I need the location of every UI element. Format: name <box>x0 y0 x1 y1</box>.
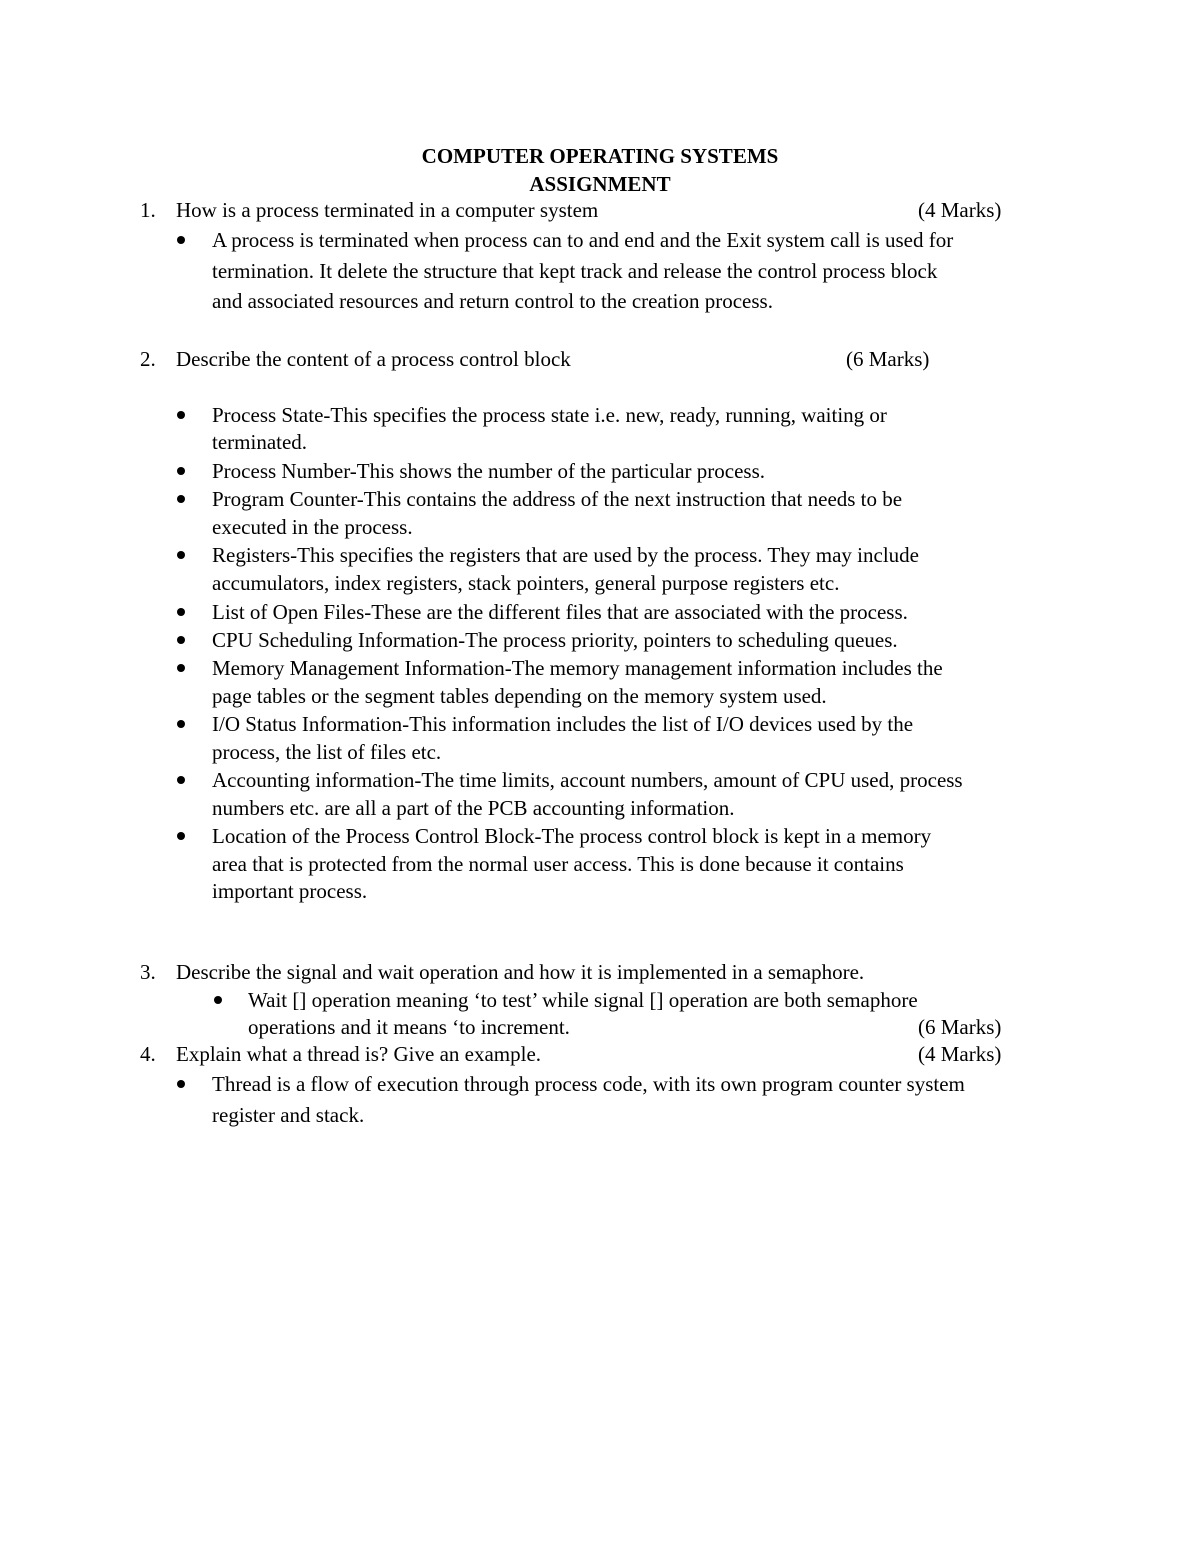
list-item-line: Memory Management Information-The memory management information includes the <box>212 656 943 680</box>
question-text: Describe the content of a process control block <box>176 347 571 371</box>
list-item-line: I/O Status Information-This information includes the list of I/O devices used by the <box>212 712 914 736</box>
answer-line: A process is terminated when process can to and end and the Exit system call is used for <box>212 228 954 252</box>
bullet-icon <box>177 636 185 644</box>
list-item-line: executed in the process. <box>212 515 413 539</box>
list-item-line: accumulators, index registers, stack pointers, general purpose registers etc. <box>212 571 840 595</box>
list-item-line: Process State-This specifies the process state i.e. new, ready, running, waiting or <box>212 403 887 427</box>
question-number: 3. <box>140 960 156 984</box>
list-item-line: page tables or the segment tables depending on the memory system used. <box>212 684 827 708</box>
question-number: 2. <box>140 347 156 371</box>
question-text: How is a process terminated in a computer system <box>176 198 599 222</box>
list-item-line: terminated. <box>212 430 308 454</box>
list-item-line: Accounting information-The time limits, account numbers, amount of CPU used, process <box>212 768 963 792</box>
list-item-line: CPU Scheduling Information-The process priority, pointers to scheduling queues. <box>212 628 898 652</box>
document-subtitle: ASSIGNMENT <box>529 172 671 196</box>
bullet-icon <box>177 720 185 728</box>
bullet-icon <box>177 236 185 244</box>
question-marks: (4 Marks) <box>918 198 1002 222</box>
question-number: 4. <box>140 1042 156 1066</box>
answer-line: operations and it means ‘to increment. <box>248 1015 570 1039</box>
bullet-icon <box>177 467 185 475</box>
answer-line: Wait [] operation meaning ‘to test’ while signal [] operation are both semaphore <box>248 988 918 1012</box>
answer-line: and associated resources and return control to the creation process. <box>212 289 773 313</box>
list-item-line: numbers etc. are all a part of the PCB accounting information. <box>212 796 735 820</box>
list-item-line: Process Number-This shows the number of the particular process. <box>212 459 766 483</box>
question-number: 1. <box>140 198 156 222</box>
question-marks: (4 Marks) <box>918 1042 1002 1066</box>
bullet-icon <box>214 996 222 1004</box>
bullet-icon <box>177 776 185 784</box>
bullet-icon <box>177 551 185 559</box>
list-item-line: Program Counter-This contains the address of the next instruction that needs to be <box>212 487 903 511</box>
answer-line: register and stack. <box>212 1103 365 1127</box>
list-item-line: area that is protected from the normal user access. This is done because it contains <box>212 852 904 876</box>
question-marks: (6 Marks) <box>918 1015 1002 1039</box>
bullet-icon <box>177 832 185 840</box>
question-text: Describe the signal and wait operation and how it is implemented in a semaphore. <box>176 960 865 984</box>
bullet-icon <box>177 1080 185 1088</box>
list-item-line: List of Open Files-These are the different files that are associated with the process. <box>212 600 908 624</box>
question-text: Explain what a thread is? Give an example. <box>176 1042 542 1066</box>
answer-line: Thread is a flow of execution through process code, with its own program counter system <box>212 1072 965 1096</box>
list-item-line: process, the list of files etc. <box>212 740 442 764</box>
question-marks: (6 Marks) <box>846 347 930 371</box>
bullet-icon <box>177 495 185 503</box>
document-title: COMPUTER OPERATING SYSTEMS <box>421 144 779 168</box>
answer-line: termination. It delete the structure that kept track and release the control process block <box>212 259 938 283</box>
list-item-line: Location of the Process Control Block-The process control block is kept in a memory <box>212 824 932 848</box>
bullet-icon <box>177 608 185 616</box>
list-item-line: Registers-This specifies the registers that are used by the process. They may include <box>212 543 919 567</box>
bullet-icon <box>177 411 185 419</box>
bullet-icon <box>177 664 185 672</box>
list-item-line: important process. <box>212 879 368 903</box>
